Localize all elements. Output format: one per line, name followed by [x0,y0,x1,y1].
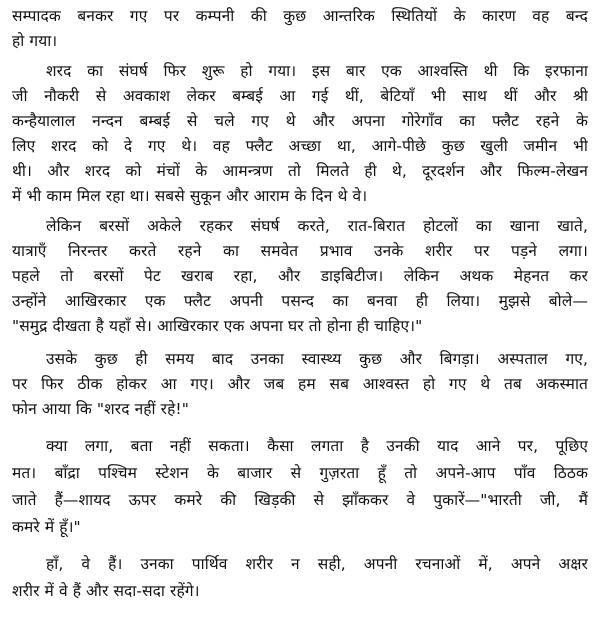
text-line: लिए शरद को दे गए थे। वह फ्लैट अच्छा था, आगे-पीछे कुछ खुली जमीन भी [12,137,588,155]
text-line: मत। बाँद्रा पश्चिम स्टेशन के बाजार से गुज़रता हूँ तो अपने-आप पाँव ठिठक [12,464,588,482]
text-line: शरद का संघर्ष फिर शुरू हो गया। इस बार एक आश्वस्ति थी कि इरफाना [46,62,588,80]
text-line: थी। और शरद को मंचों के आमन्त्रण तो मिलते ही थे, दूरदर्शन और फिल्म-लेखन [12,162,588,180]
text-line: में भी काम मिल रहा था। सबसे सुकून और आराम के दिन थे वे। [12,187,368,205]
text-line: फोन आया कि "शरद नहीं रहे!" [12,400,189,418]
text-line: "समुद्र दीखता है यहाँ से। आखिरकार एक अपना घर तो होना ही चाहिए।" [12,317,423,335]
text-line: यात्राएँ निरन्तर करते रहने का समवेत प्रभाव उनके शरीर पर पड़ने लगा। [12,242,588,260]
text-line: हो गया। [12,32,58,50]
text-line: शरीर में वे हैं और सदा-सदा रहेंगे। [12,582,200,600]
text-line: जी नौकरी से अवकाश लेकर बम्बई आ गई थीं, बेटियाँ भी साथ थीं और श्री [12,87,588,105]
text-line: क्या लगा, बता नहीं सकता। कैसा लगता है उनकी याद आने पर, पूछिए [46,437,588,455]
text-line: सम्पादक बनकर गए पर कम्पनी की कुछ आन्तरिक स्थितियों के कारण वह बन्द [12,7,588,25]
text-line: जाते हैं—शायद ऊपर कमरे की खिड़की से झाँककर वे पुकारें—"भारती जी, मैं [12,491,588,509]
text-line: कन्हैयालाल नन्दन बम्बई से चले गए थे और अपना गोरेगाँव का फ्लैट रहने के [12,112,588,130]
text-line: पहले तो बरसों पेट खराब रहा, और डाइबिटीज। लेकिन अथक मेहनत कर [12,267,588,285]
document-page [12,4,592,624]
text-line: हाँ, वे हैं। उनका पार्थिव शरीर न सही, अपनी रचनाओं में, अपने अक्षर [46,555,588,573]
text-line: उन्होंने आखिरकार एक फ्लैट अपनी पसन्द का बनवा ही लिया। मुझसे बोले— [12,292,588,310]
text-line: लेकिन बरसों अकेले रहकर संघर्ष करते, रात-बिरात होटलों का खाना खाते, [46,217,588,235]
text-line: उसके कुछ ही समय बाद उनका स्वास्थ्य कुछ और बिगड़ा। अस्पताल गए, [46,350,588,368]
text-line: पर फिर ठीक होकर आ गए। और जब हम सब आश्वस्त हो गए थे तब अकस्मात [12,375,588,393]
text-line: कमरे में हूँ।" [12,518,81,536]
